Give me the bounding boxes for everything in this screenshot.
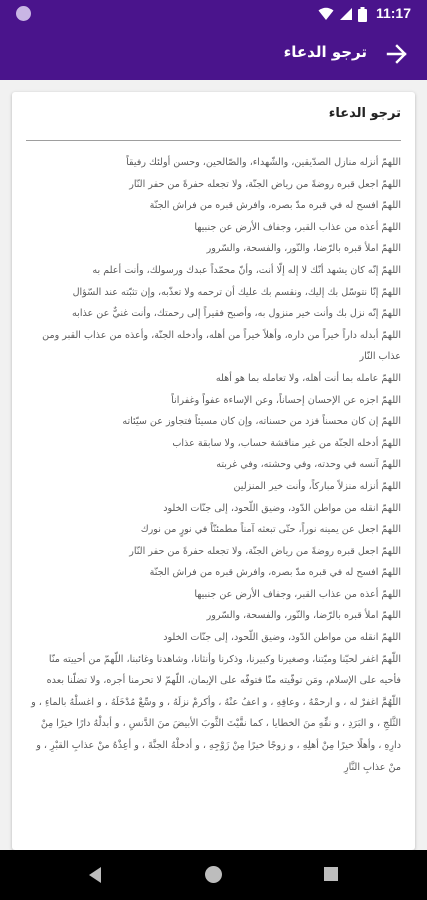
dua-line: اللهمّ املأ قبره بالرّضا، والنّور، والفسحة، والسّرور — [206, 243, 401, 255]
dua-text — [26, 152, 401, 850]
arrow-forward-icon — [386, 43, 408, 65]
dua-line: اللهمّ إنّه كان يشهد أنّك لا إله إلّا أنت، وأنّ محمّداً عبدك ورسولك، وأنت أعلم به — [92, 264, 401, 276]
dua-line: اللهمّ إنّه نزل بك وأنت خير منزول به، وأصبح فقيراً إلى رحمتك، وأنت غنيٌّ عن عذابه — [72, 308, 401, 320]
dua-line: اللهمّ انقله من مواطن الدّود، وضيق اللّحود، إلى جنّات الخلود — [163, 502, 401, 514]
wifi-icon — [318, 7, 334, 21]
nav-back-icon[interactable] — [89, 867, 101, 883]
dua-line: اللهمّ عامله بما أنت أهله، ولا تعامله بما هو أهله — [215, 372, 401, 384]
dua-line: اللهمّ أنزله منزلاً مباركاً، وأنت خير المنزلين — [233, 480, 401, 492]
nav-home-icon[interactable] — [205, 866, 222, 883]
divider — [26, 140, 401, 141]
dua-line: اللهمّ اجعل قبره روضةً من رياض الجنّة، ولا تجعله حفرةً من حفر النّار — [129, 545, 401, 557]
card-title: ترجو الدعاء — [328, 106, 401, 121]
dua-line: اللهمّ اجعل عن يمينه نوراً، حتّى تبعثه آمناً مطمئنّاً في نورٍ من نورك — [140, 524, 401, 536]
signal-icon — [339, 7, 353, 21]
app-bar-title: ترجو الدعاء — [283, 43, 367, 61]
dua-line: اللهمّ افسح له في قبره مدّ بصره، وافرش قبره من فراش الجنّة — [149, 200, 401, 212]
nav-recent-icon[interactable] — [324, 867, 338, 881]
notification-dot-icon — [16, 6, 31, 21]
dua-line: اللهمّ انقله من مواطن الدّود، وضيق اللّحود، إلى جنّات الخلود — [163, 632, 401, 644]
app-bar — [0, 28, 427, 80]
dua-line: اللهمّ أعذه من عذاب القبر، وجفاف الأرض عن جنبيها — [194, 588, 401, 600]
battery-icon — [358, 7, 367, 22]
dua-line: اللّهُمَّ اغفرْ له ، و ارحمْهُ ، وعافِهِ ، و اعفُ عنْهُ ، وأكرمْ نزلَهُ ، و وسِّعْ مُدْخَلَهُ ، و اغسلْهُ بالماءِ ، و الثَّلجِ ، و البَرَدِ ، و نقِّهِ منَ الخطايا ، كما نقَّيْتَ الثَّوبَ الأبيضَ منَ الدَّنسِ ، و أبدلْهُ دارًا خيرًا مِنْ دارِهِ ، وأهلًا خيرًا مِنْ أهلِهِ ، و زوجًا خيرًا مِنْ زَوْجِهِ ، و أدخلْهُ الجنَّةَ ، و أعِذْهُ منْ عذابِ القبْرِ ، و منْ عذابِ النَّارِ — [31, 696, 401, 773]
system-nav-bar — [0, 850, 427, 900]
back-button[interactable] — [383, 40, 411, 68]
dua-line: اللّهمّ اغفر لحيّنا وميّتنا، وصغيرنا وكبيرنا، وذكرنا وأنثانا، وشاهدنا وغائبنا، اللّهمّ من أحييته منّا فأحيه على الإسلام، ومَن توفّيته منّا فتوفّه على الإيمان، اللّهمّ لا تحرمنا أجره، ولا تضلّنا بعده — [46, 653, 401, 687]
status-bar — [0, 0, 427, 28]
dua-line: اللهمّ إن كان محسناً فزد من حسناته، وإن كان مسيئاً فتجاوز عن سيّئاته — [122, 416, 401, 428]
dua-line: اللهمّ اجزه عن الإحسان إحساناً، وعن الإساءة عفواً وغفراناً — [171, 394, 401, 406]
dua-line: اللهمّ أعذه من عذاب القبر، وجفاف الأرض عن جنبيها — [194, 221, 401, 233]
dua-line: اللهمّ إنّا نتوسّل بك إليك، ونقسم بك عليك أن ترحمه ولا تعذّبه، وإن تثبّته عند السّؤال — [72, 286, 401, 298]
status-icons — [318, 6, 367, 22]
dua-line: اللهمّ آنسه في وحدته، وفي وحشته، وفي غربته — [216, 459, 401, 471]
dua-line: اللهمّ أنزله منازل الصدّيقين، والشّهداء، والصّالحين، وحسن أولئك رفيقاً — [126, 157, 401, 168]
dua-line: اللهمّ اجعل قبره روضةً من رياض الجنّة، ولا تجعله حفرةً من حفر النّار — [129, 178, 401, 190]
dua-card — [12, 92, 415, 850]
status-time: 11:17 — [375, 5, 411, 21]
dua-line: اللهمّ افسح له في قبره مدّ بصره، وافرش قبره من فراش الجنّة — [149, 567, 401, 579]
dua-line: اللهمّ املأ قبره بالرّضا، والنّور، والفسحة، والسّرور — [206, 610, 401, 622]
dua-line: اللهمّ أدخله الجنّة من غير مناقشة حساب، ولا سابقة عذاب — [172, 437, 401, 449]
dua-line: اللهمّ أبدله داراً خيراً من داره، وأهلاً خيراً من أهله، وأدخله الجنّة، وأعذه من عذاب القبر ومن عذاب النّار — [42, 329, 401, 363]
